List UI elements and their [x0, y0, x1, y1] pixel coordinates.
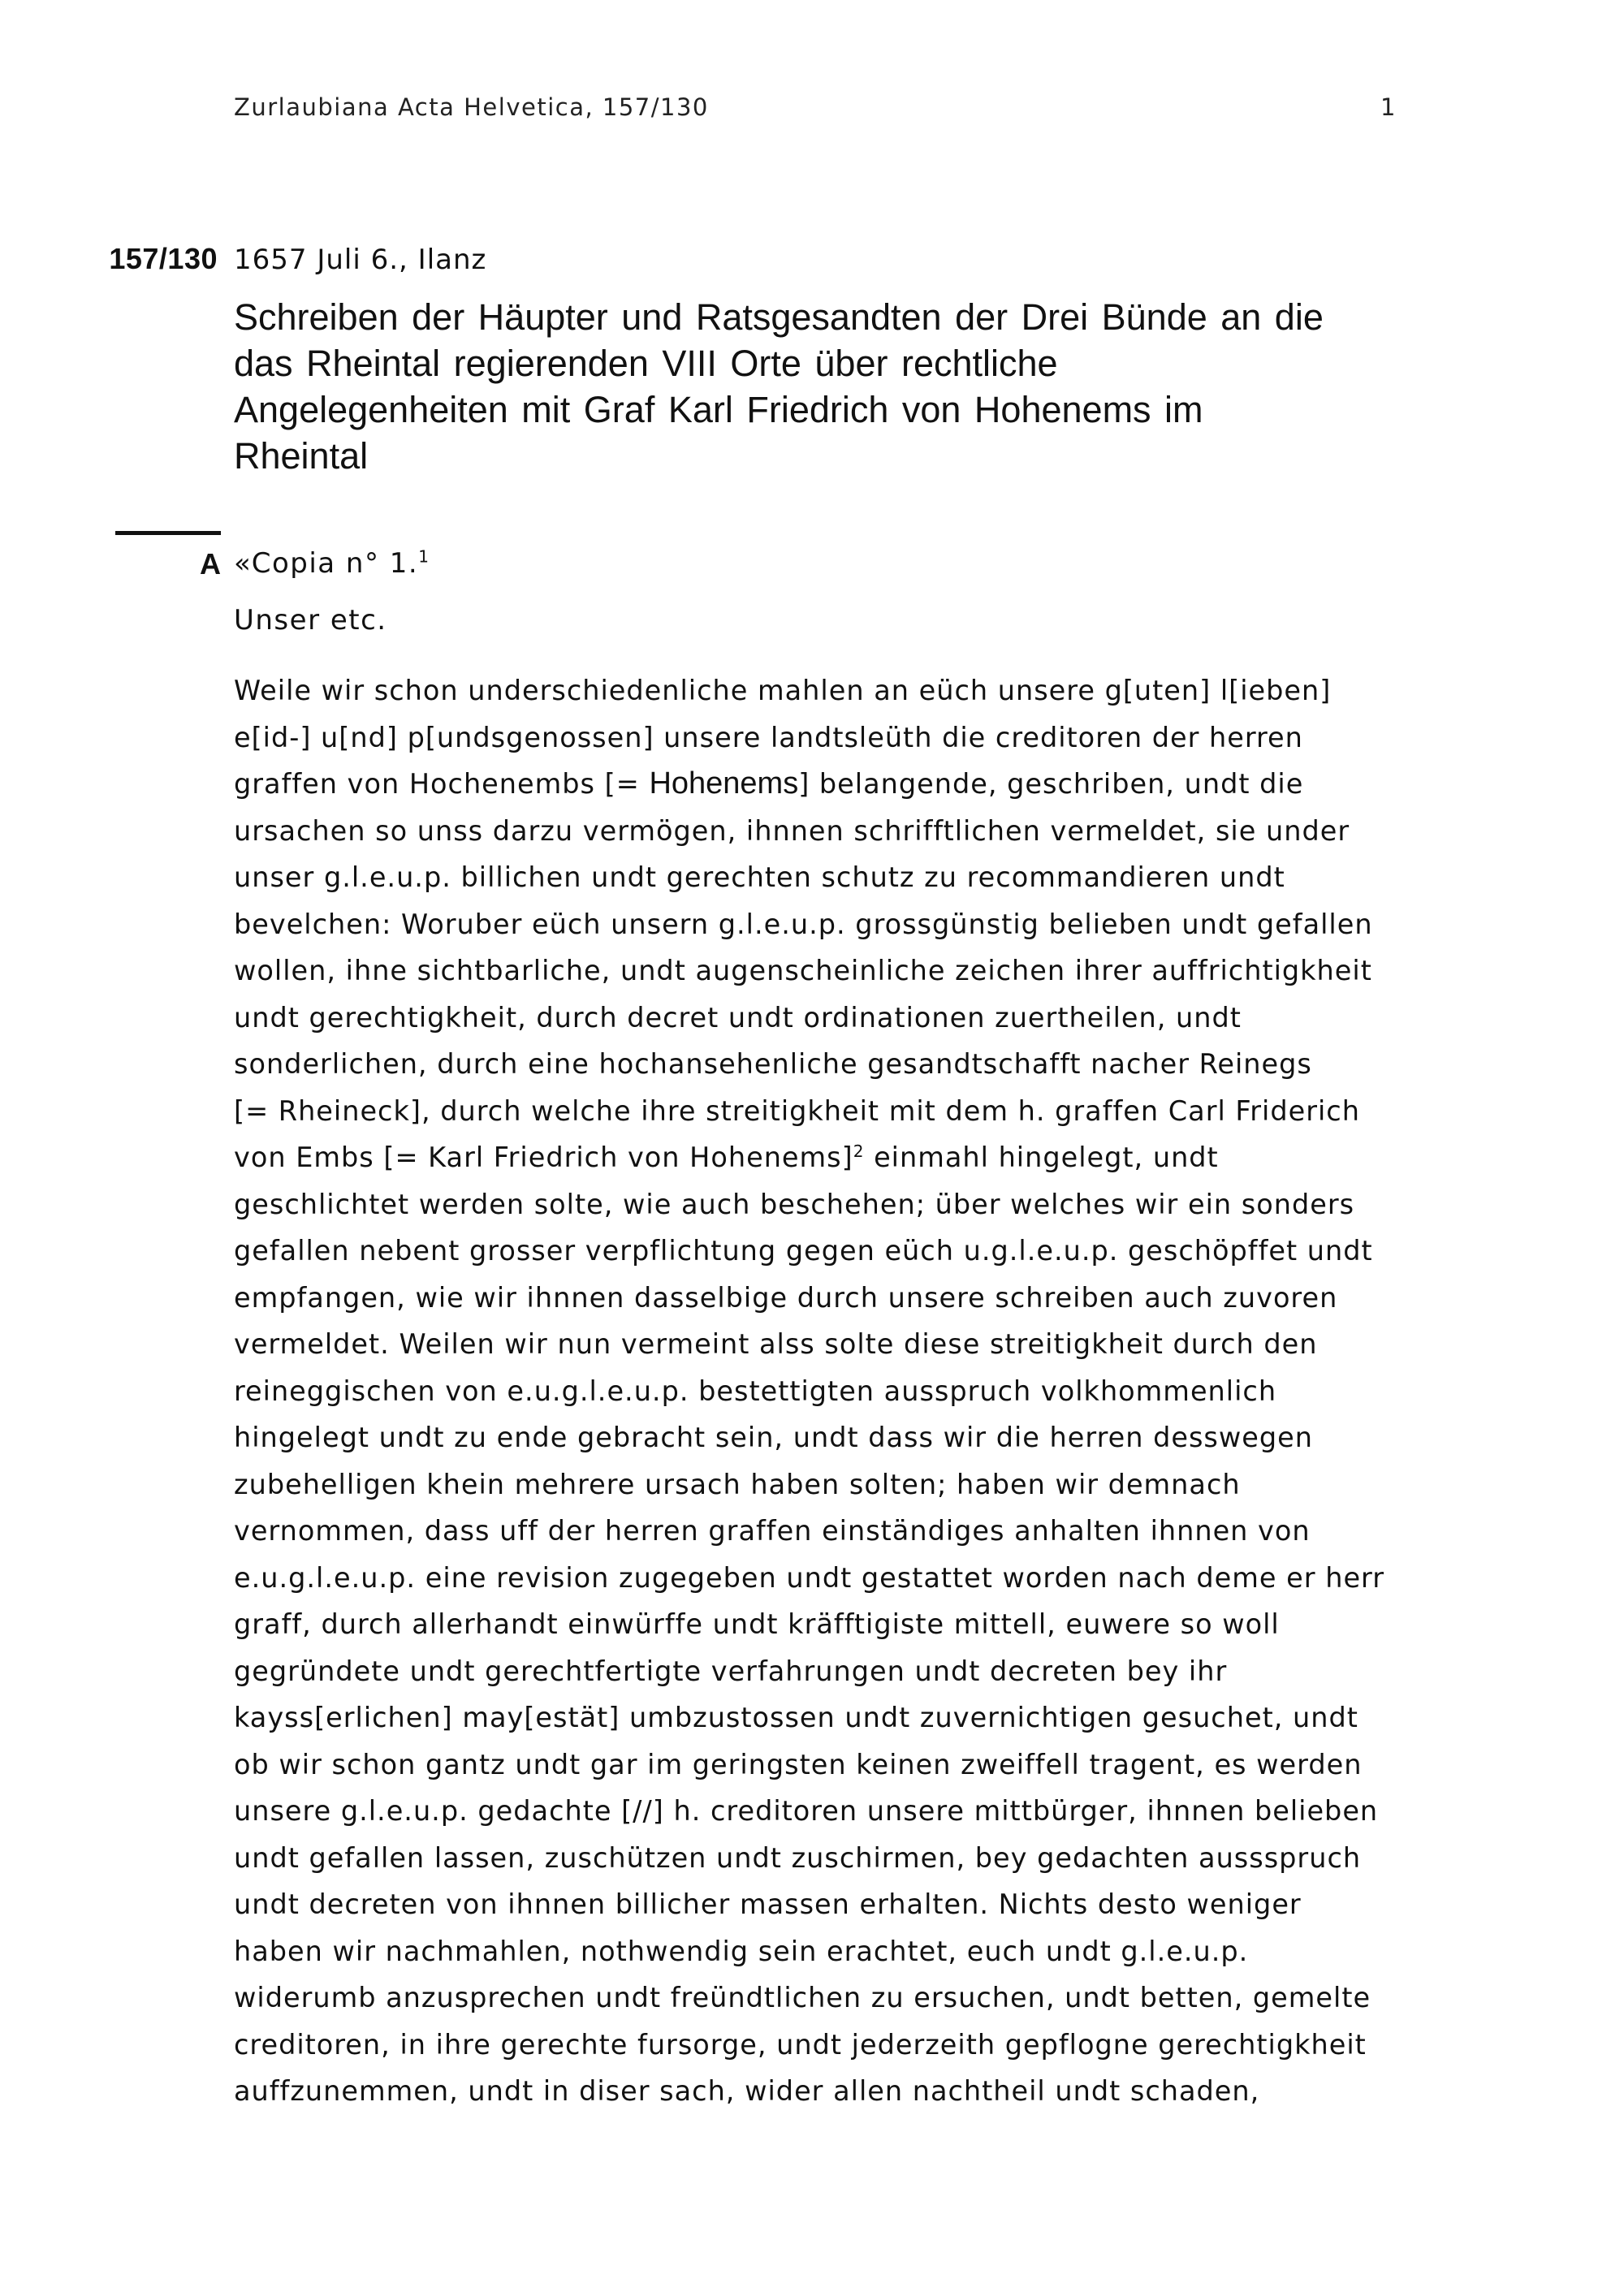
document-title — [234, 294, 1403, 479]
text-line: e[id-] u[nd] p[undsgenossen] unsere landtsleüth die creditoren der herren — [234, 721, 1303, 753]
text-line: geschlichtet werden solte, wie auch beschehen; über welches wir ein sonders — [234, 1188, 1355, 1220]
text-line: kayss[erlichen] may[estät] umbzustossen undt zuvernichtigen gesuchet, undt — [234, 1702, 1358, 1733]
text-line: widerumb anzusprechen undt freündtlichen zu ersuchen, undt betten, gemelte — [234, 1982, 1371, 2013]
text-line: unsere g.l.e.u.p. gedachte [//] h. creditoren unsere mittbürger, ihnnen belieben — [234, 1795, 1379, 1827]
text-line: gegründete undt gerechtfertigte verfahrungen undt decreten bey ihr — [234, 1655, 1228, 1687]
salutation: Unser etc. — [234, 604, 387, 637]
date-place: 1657 Juli 6., Ilanz — [234, 244, 487, 276]
text-line: creditoren, in ihre gerechte fursorge, undt jederzeith gepflogne gerechtigkheit — [234, 2028, 1367, 2061]
text-line: vernommen, dass uff der herren graffen einständiges anhalten ihnnen von — [234, 1515, 1311, 1547]
running-header-title: Zurlaubiana Acta Helvetica, 157/130 — [234, 93, 709, 121]
title-line: Rheintal — [234, 435, 369, 477]
document-number: 157/130 — [109, 242, 218, 275]
body-text — [234, 667, 1419, 2115]
footnote-marker: 1 — [418, 546, 430, 567]
text-line: unser g.l.e.u.p. billichen undt gerechten schutz zu recommandieren undt — [234, 861, 1285, 893]
text-line: reineggischen von e.u.g.l.e.u.p. bestettigten ausspruch volkhommenlich — [234, 1375, 1277, 1407]
running-header — [234, 93, 1397, 134]
title-line: Schreiben der Häupter und Ratsgesandten der Drei Bünde an die — [234, 296, 1324, 338]
text-line: [= Rheineck], durch welche ihre streitigkheit mit dem h. graffen Carl Friderich — [234, 1094, 1360, 1127]
page-number: 1 — [1380, 93, 1397, 121]
text-line: von Embs [= Karl Friedrich von Hohenems]$^2$ einmahl hingelegt, undt — [234, 1141, 1219, 1173]
text-line: ursachen so unss darzu vermögen, ihnnen schrifftlichen vermeldet, sie under — [234, 814, 1350, 847]
text-line: bevelchen: Woruber eüch unsern g.l.e.u.p. grossgünstig belieben undt gefallen — [234, 908, 1373, 940]
copia-heading — [234, 547, 430, 580]
title-line: Angelegenheiten mit Graf Karl Friedrich von Hohenems im — [234, 389, 1203, 430]
text-line: ob wir schon gantz undt gar im geringsten keinen zweiffell tragent, es werden — [234, 1748, 1363, 1780]
title-line: das Rheintal regierenden VIII Orte über rechtliche — [234, 343, 1058, 384]
footnote-marker: 2 — [853, 1141, 865, 1161]
text-line: undt gefallen lassen, zuschützen undt zuschirmen, bey gedachten aussspruch — [234, 1841, 1362, 1874]
text-line: sonderlichen, durch eine hochansehenliche gesandtschafft nacher Reinegs — [234, 1048, 1312, 1080]
copia-text: «Copia n° 1. — [234, 547, 419, 580]
text-line: wollen, ihne sichtbarliche, undt augenscheinliche zeichen ihrer auffrichtigkheit — [234, 955, 1372, 986]
section-label: A — [200, 547, 221, 580]
margin-rule — [115, 531, 221, 535]
text-line: gefallen nebent grosser verpflichtung gegen eüch u.g.l.e.u.p. geschöpffet undt — [234, 1235, 1373, 1267]
text-line: zubehelligen khein mehrere ursach haben solten; haben wir demnach — [234, 1468, 1241, 1500]
text-line: undt gerechtigkheit, durch decret undt ordinationen zuertheilen, undt — [234, 1001, 1242, 1034]
text-line: e.u.g.l.e.u.p. eine revision zugegeben undt gestattet worden nach deme er herr — [234, 1561, 1385, 1594]
text-line: Weile wir schon underschiedenliche mahlen an eüch unsere g[uten] l[ieben] — [234, 675, 1332, 706]
text-line: vermeldet. Weilen wir nun vermeint alss solte diese streitigkheit durch den — [234, 1328, 1318, 1360]
text-line: graffen von Hochenembs [= Hohenems] belangende, geschriben, undt die — [234, 766, 1304, 801]
text-line: hingelegt undt zu ende gebracht sein, undt dass wir die herren desswegen — [234, 1422, 1314, 1453]
text-line: graff, durch allerhandt einwürffe undt kräfftigiste mittell, euwere so woll — [234, 1608, 1280, 1640]
text-line: haben wir nachmahlen, nothwendig sein erachtet, euch undt g.l.e.u.p. — [234, 1935, 1249, 1967]
text-line: empfangen, wie wir ihnnen dasselbige durch unsere schreiben auch zuvoren — [234, 1281, 1338, 1314]
normalized-name: Hohenems — [649, 766, 799, 801]
text-line: undt decreten von ihnnen billicher massen erhalten. Nichts desto weniger — [234, 1888, 1302, 1920]
text-line: auffzunemmen, undt in diser sach, wider allen nachtheil undt schaden, — [234, 2075, 1260, 2107]
